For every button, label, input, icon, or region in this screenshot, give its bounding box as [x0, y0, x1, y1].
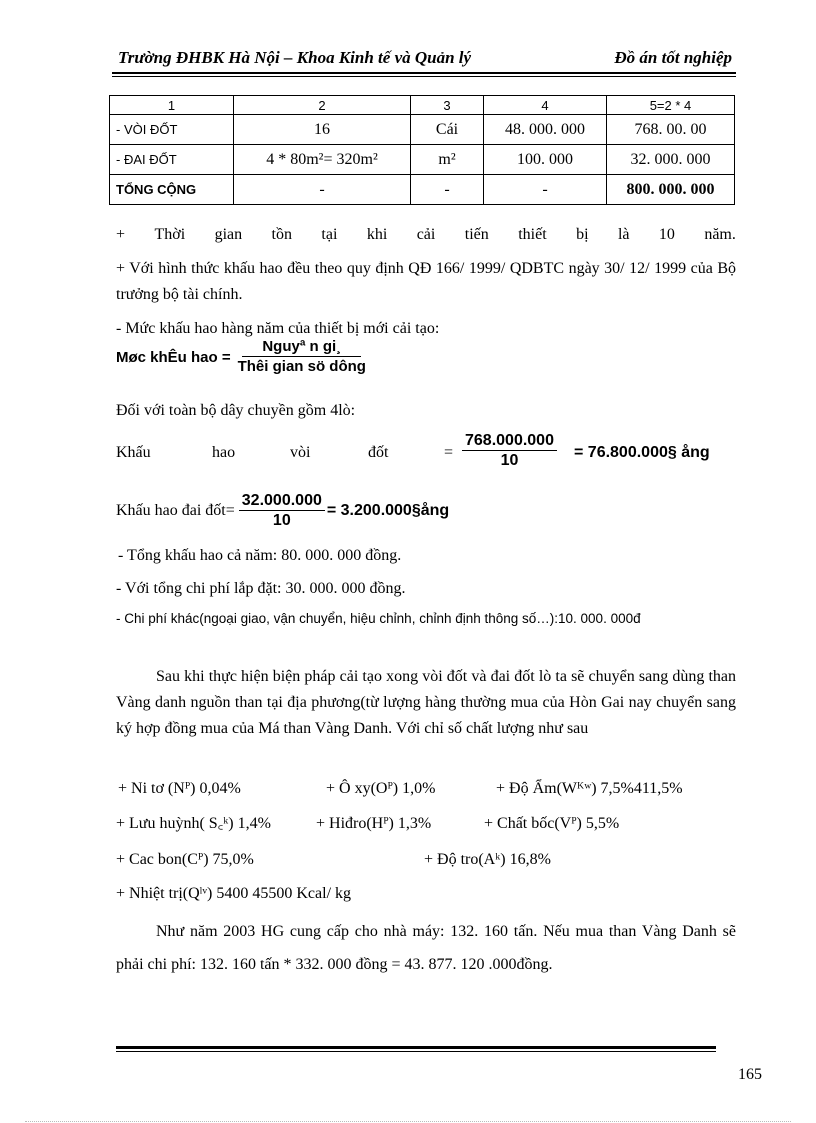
formula-denominator: 10	[500, 452, 519, 469]
formula-result: = 76.800.000§ ång	[574, 444, 710, 461]
quality-item: + Ni tơ (Nᴾ) 0,04%	[118, 780, 241, 797]
table-cell: 100. 000	[484, 145, 607, 175]
paragraph-cost-estimate: Như năm 2003 HG cung cấp cho nhà máy: 132. 160 tấn. Nếu mua than Vàng Danh sẽ phải chi phí: 132. 160 tấn * 332. 000 đồng = 43. 877. 120 .000đồng.	[116, 923, 736, 973]
equals-sign: =	[444, 444, 454, 461]
table-row	[110, 145, 735, 175]
word: thiết	[518, 226, 547, 243]
header-rule	[112, 72, 736, 74]
table-header-row	[110, 96, 735, 115]
table-cell: 768. 00. 00	[607, 115, 735, 145]
formula-nozzle-depreciation	[116, 432, 738, 478]
word: Khấu	[116, 444, 151, 461]
page-number: 165	[738, 1066, 762, 1083]
table-cell: 48. 000. 000	[484, 115, 607, 145]
table-cell: - ĐAI ĐỐT	[110, 145, 234, 175]
quality-item: + Độ Ẩm(Wᴷʷ) 7,5%411,5%	[496, 780, 683, 797]
formula-label: Khấu hao đai đốt=	[116, 502, 235, 519]
word: cải	[416, 226, 436, 243]
table-header-cell: 4	[484, 96, 607, 115]
footer-rule-thin	[116, 1051, 716, 1052]
paragraph-other-cost: - Chi phí khác(ngoại giao, vận chuyển, hiệu chỉnh, chỉnh định thông số…):10. 000. 000đ	[116, 611, 641, 626]
word: hao	[212, 444, 236, 461]
page-header	[118, 48, 732, 68]
word: tồn	[271, 226, 292, 243]
word: bị	[576, 226, 589, 243]
table-cell: TỔNG CỘNG	[110, 175, 234, 205]
formula-numerator: 768.000.000	[462, 432, 557, 451]
word: tiến	[464, 226, 489, 243]
formula-denominator: 10	[272, 511, 291, 529]
table-total-cell: 800. 000. 000	[607, 175, 735, 205]
word: 10	[658, 226, 675, 243]
paragraph-annual-rate: - Mức khấu hao hàng năm của thiết bị mới cải tạo:	[116, 320, 440, 337]
table-cell: -	[234, 175, 411, 205]
footer-rule	[116, 1046, 716, 1049]
header-rule-thin	[112, 76, 736, 77]
table-cell: 4 * 80m²= 320m²	[234, 145, 411, 175]
word: tại	[321, 226, 338, 243]
formula-fraction	[462, 432, 557, 471]
word: Thời	[154, 226, 186, 243]
formula-belt-depreciation	[116, 488, 449, 534]
formula-label: Møc khÊu hao =	[116, 349, 231, 366]
word: +	[116, 226, 126, 243]
quality-item: + Ô xy(Oᴾ) 1,0%	[326, 780, 436, 797]
formula-depreciation	[116, 338, 369, 377]
paragraph-lifetime	[116, 222, 736, 248]
word: đốt	[368, 444, 389, 461]
page-edge-divider	[25, 1121, 791, 1122]
paragraph-total-depreciation: - Tổng khấu hao cả năm: 80. 000. 000 đồng.	[118, 547, 402, 564]
header-right: Đồ án tốt nghiệp	[614, 48, 732, 67]
word: khi	[366, 226, 388, 243]
word: gian	[214, 226, 243, 243]
quality-row-4: + Nhiệt trị(Qˡᵛ) 5400 45500 Kcal/ kg	[116, 885, 352, 902]
table-cell: -	[411, 175, 484, 205]
table-cell: -	[484, 175, 607, 205]
table-cell: 32. 000. 000	[607, 145, 735, 175]
formula-fraction	[235, 338, 369, 377]
table-cell: m²	[411, 145, 484, 175]
formula-numerator: 32.000.000	[239, 492, 325, 511]
table-row	[110, 115, 735, 145]
quality-item: + Chất bốc(Vᴾ) 5,5%	[484, 815, 620, 832]
formula-fraction	[239, 492, 325, 531]
word: vòi	[290, 444, 311, 461]
table-header-cell: 2	[234, 96, 411, 115]
paragraph-whole-line: Đối với toàn bộ dây chuyền gồm 4lò:	[116, 402, 356, 419]
quality-item: + Độ tro(Aᵏ) 16,8%	[424, 851, 551, 868]
quality-item: + Lưu huỳnh( S꜀ᵏ) 1,4%	[116, 815, 271, 832]
table-cell: Cái	[411, 115, 484, 145]
header-left: Trường ĐHBK Hà Nội – Khoa Kinh tế và Quản lý	[118, 48, 472, 67]
table-header-cell: 3	[411, 96, 484, 115]
paragraph-depreciation-method: + Với hình thức khấu hao đều theo quy định QĐ 166/ 1999/ QDBTC ngày 30/ 12/ 1999 của Bộ trưởng bộ tài chính.	[116, 260, 736, 303]
table-cell: - VÒI ĐỐT	[110, 115, 234, 145]
table-total-row	[110, 175, 735, 205]
paragraph-install-cost: - Với tổng chi phí lắp đặt: 30. 000. 000 đồng.	[116, 580, 406, 597]
formula-result: = 3.200.000§ång	[326, 502, 450, 519]
word: là	[617, 226, 630, 243]
formula-denominator: Thêi gian sö dông	[237, 358, 366, 375]
formula-numerator: Nguyª n gi¸	[242, 338, 361, 357]
cost-table	[109, 95, 735, 205]
table-header-cell: 1	[110, 96, 234, 115]
quality-item: + Hiđro(Hᴾ) 1,3%	[316, 815, 432, 832]
table-header-cell: 5=2 * 4	[607, 96, 735, 115]
word: năm.	[704, 226, 736, 243]
paragraph-switch-coal: Sau khi thực hiện biện pháp cải tạo xong vòi đốt và đai đốt lò ta sẽ chuyển sang dùng than Vàng danh nguồn than tại địa phương(từ lượng hàng thường mua của Hòn Gai nay chuyển sang ký hợp đồng mua của Má than Vàng Danh. Với chỉ số chất lượng như sau	[116, 668, 736, 737]
table-cell: 16	[234, 115, 411, 145]
quality-item: + Cac bon(Cᴾ) 75,0%	[116, 851, 254, 868]
